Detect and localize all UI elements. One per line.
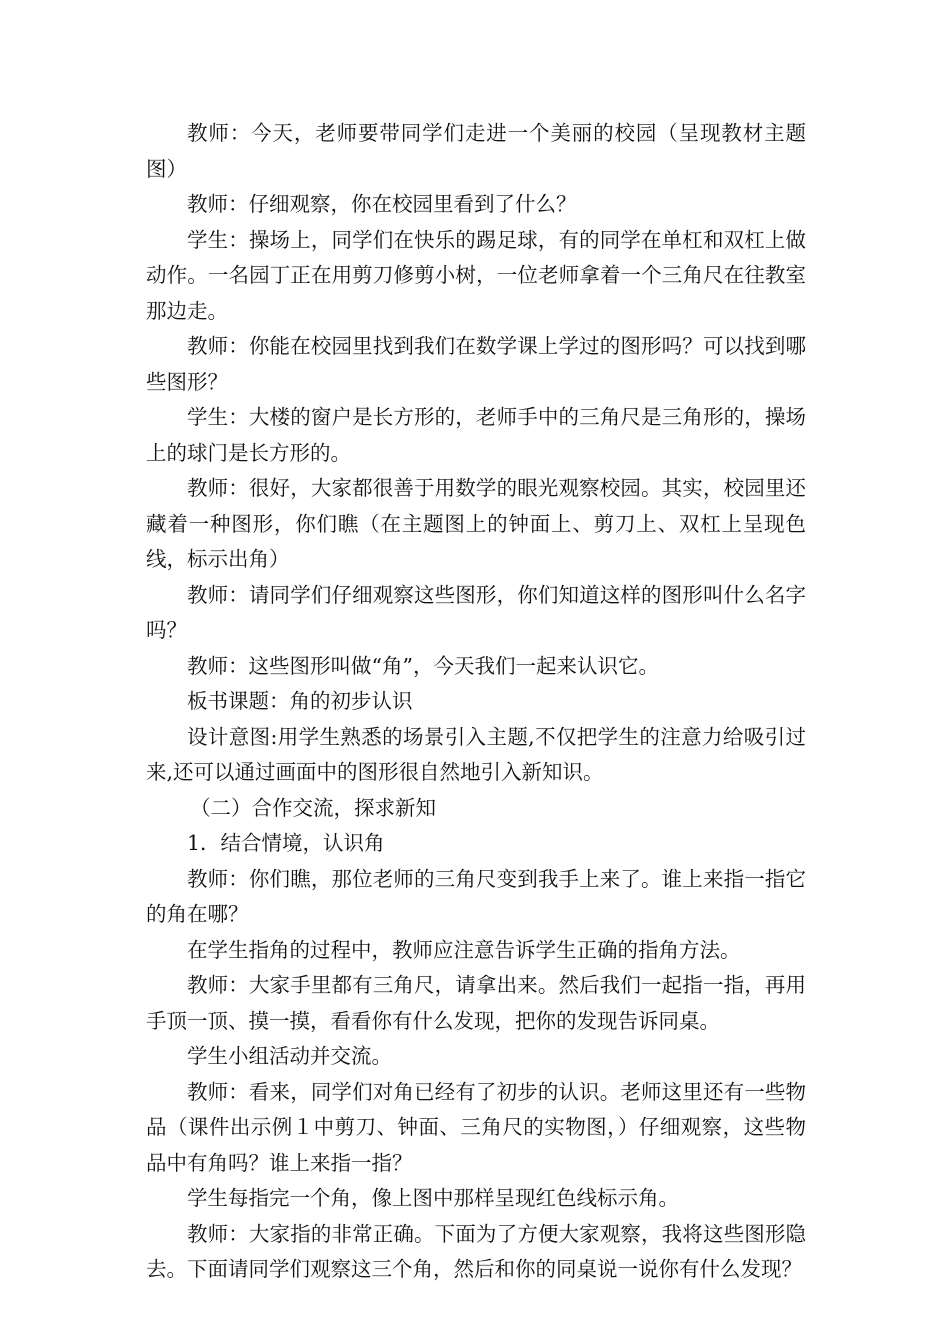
paragraph-student-shapes: 学生：大楼的窗户是长方形的，老师手中的三角尺是三角形的，操场上的球门是长方形的。 — [146, 405, 806, 465]
paragraph-teacher-intro: 教师：今天，老师要带同学们走进一个美丽的校园（呈现教材主题图） — [146, 121, 806, 181]
paragraph-teacher-objects: 教师：看来，同学们对角已经有了初步的认识。老师这里还有一些物品（课件出示例１中剪刀、钟面、三角尺的实物图，）仔细观察，这些物品中有角吗？谁上来指一指？ — [146, 1079, 806, 1175]
paragraph-teacher-shapes-question: 教师：你能在校园里找到我们在数学课上学过的图形吗？可以找到哪些图形？ — [146, 334, 806, 394]
paragraph-student-playground: 学生：操场上，同学们在快乐的踢足球，有的同学在单杠和双杠上做动作。一名园丁正在用剪刀修剪小树，一位老师拿着一个三角尺在往教室那边走。 — [146, 227, 806, 323]
paragraph-teacher-triangle-ruler: 教师：你们瞧，那位老师的三角尺变到我手上来了。谁上来指一指它的角在哪？ — [146, 866, 806, 926]
paragraph-teacher-hide-shapes: 教师：大家指的非常正确。下面为了方便大家观察，我将这些图形隐去。下面请同学们观察这三个角，然后和你的同桌说一说你有什么发现？ — [146, 1221, 806, 1281]
paragraph-teacher-observe: 教师：仔细观察，你在校园里看到了什么？ — [187, 192, 577, 216]
paragraph-teacher-hidden-shape: 教师：很好，大家都很善于用数学的眼光观察校园。其实，校园里还藏着一种图形，你们瞧（在主题图上的钟面上、剪刀上、双杠上呈现色线，标示出角） — [146, 476, 806, 571]
paragraph-teacher-name-question: 教师：请同学们仔细观察这些图形，你们知道这样的图形叫什么名字吗？ — [146, 582, 806, 642]
paragraph-teacher-touch-angle: 教师：大家手里都有三角尺，请拿出来。然后我们一起指一指，再用手顶一顶、摸一摸，看看你有什么发现，把你的发现告诉同桌。 — [146, 973, 806, 1033]
paragraph-red-lines: 学生每指完一个角，像上图中那样呈现红色线标示角。 — [187, 1186, 679, 1210]
document-page — [146, 116, 806, 1288]
subsection-heading-recognize-angle: 1．结合情境，认识角 — [187, 831, 385, 855]
paragraph-group-activity: 学生小组活动并交流。 — [187, 1044, 392, 1068]
paragraph-board-title: 板书课题：角的初步认识 — [187, 689, 413, 713]
section-heading-cooperate: （二）合作交流，探求新知 — [190, 795, 437, 820]
paragraph-pointing-method: 在学生指角的过程中，教师应注意告诉学生正确的指角方法。 — [187, 937, 741, 962]
paragraph-design-intent: 设计意图:用学生熟悉的场景引入主题,不仅把学生的注意力给吸引过来,还可以通过画面中的图形很自然地引入新知识。 — [146, 724, 806, 784]
paragraph-teacher-angle-intro: 教师：这些图形叫做“角”，今天我们一起来认识它。 — [187, 653, 659, 678]
